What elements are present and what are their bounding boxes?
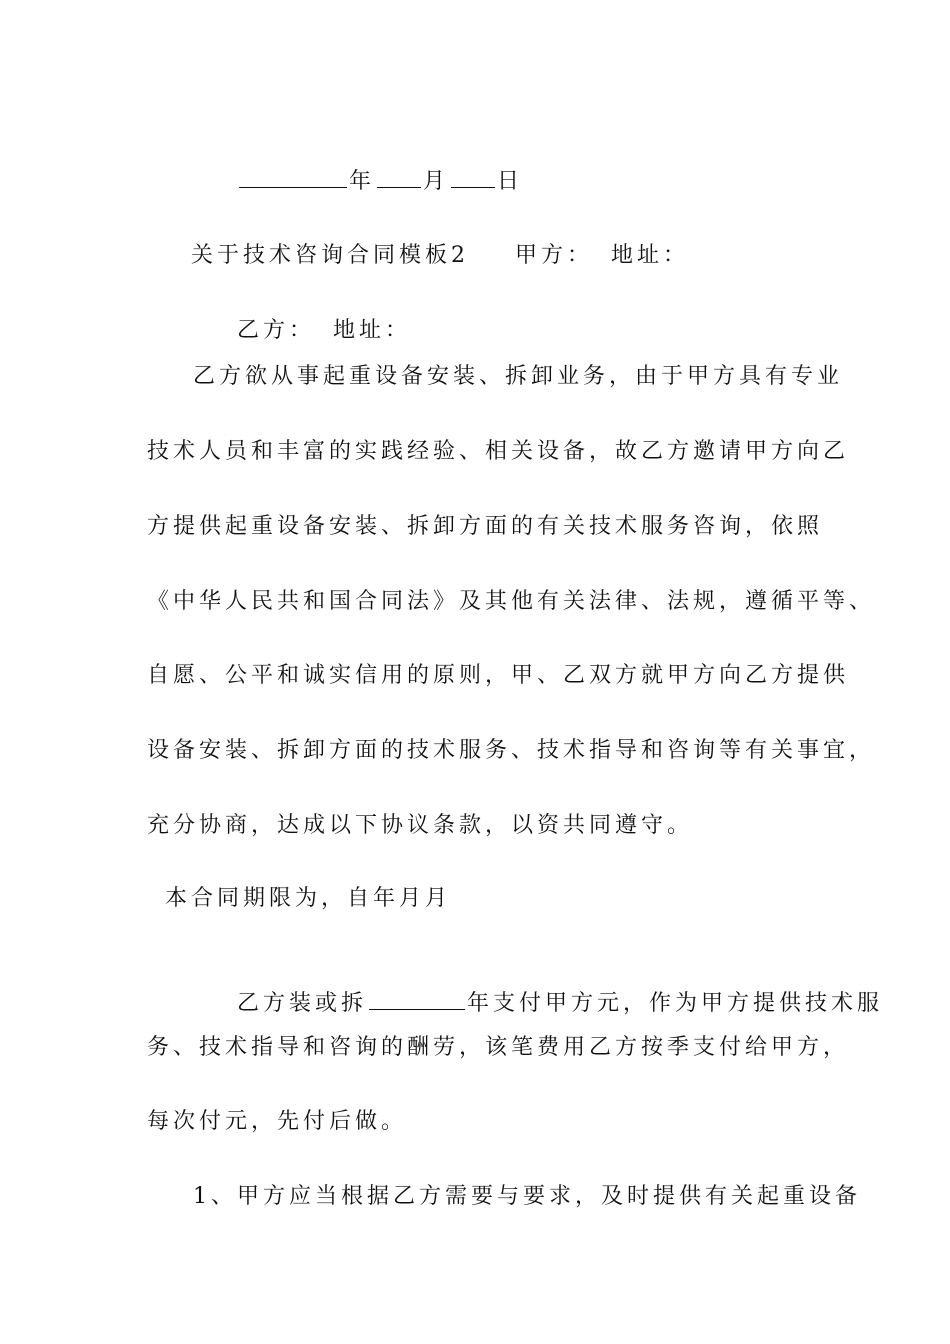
month-blank [377, 167, 421, 188]
day-blank [451, 167, 495, 188]
paragraph-line: 《中华人民共和国合同法》及其他有关法律、法规，遵循平等、 [147, 589, 876, 614]
paragraph-line: 技术人员和丰富的实践经验、相关设备，故乙方邀请甲方向乙 [147, 439, 850, 464]
party-b-label: 乙方： [236, 318, 315, 343]
contract-term-line: 本合同期限为，自年月月 [165, 886, 452, 911]
fee-suffix: 年支付甲方元，作为甲方提供技术服 [467, 991, 884, 1016]
fee-blank [369, 989, 465, 1010]
day-label: 日 [497, 169, 524, 194]
year-blank [239, 167, 347, 188]
paragraph-line: 充分协商，达成以下协议条款，以资共同遵守。 [147, 813, 694, 838]
party-a-address-label: 地址： [611, 243, 690, 268]
year-label: 年 [348, 169, 375, 194]
paragraph-line: 自愿、公平和诚实信用的原则，甲、乙双方就甲方向乙方提供 [147, 663, 850, 688]
paragraph-line: 设备安装、拆卸方面的技术服务、技术指导和咨询等有关事宜， [147, 738, 876, 763]
month-label: 月 [423, 169, 450, 194]
paragraph-line: 方提供起重设备安装、拆卸方面的有关技术服务咨询，依照 [147, 514, 824, 539]
paragraph-line: 每次付元，先付后做。 [147, 1109, 408, 1134]
party-a-label: 甲方： [514, 243, 593, 268]
clause-1-line: 1、甲方应当根据乙方需要与要求，及时提供有关起重设备 [193, 1184, 861, 1209]
paragraph-line: 乙方欲从事起重设备安装、拆卸业务，由于甲方具有专业 [193, 364, 844, 389]
document-title: 关于技术咨询合同模板2 [190, 243, 469, 268]
fee-prefix: 乙方装或拆 [236, 991, 367, 1016]
paragraph-line: 务、技术指导和咨询的酬劳，该笔费用乙方按季支付给甲方， [147, 1035, 850, 1060]
party-b-address-label: 地址： [333, 318, 412, 343]
